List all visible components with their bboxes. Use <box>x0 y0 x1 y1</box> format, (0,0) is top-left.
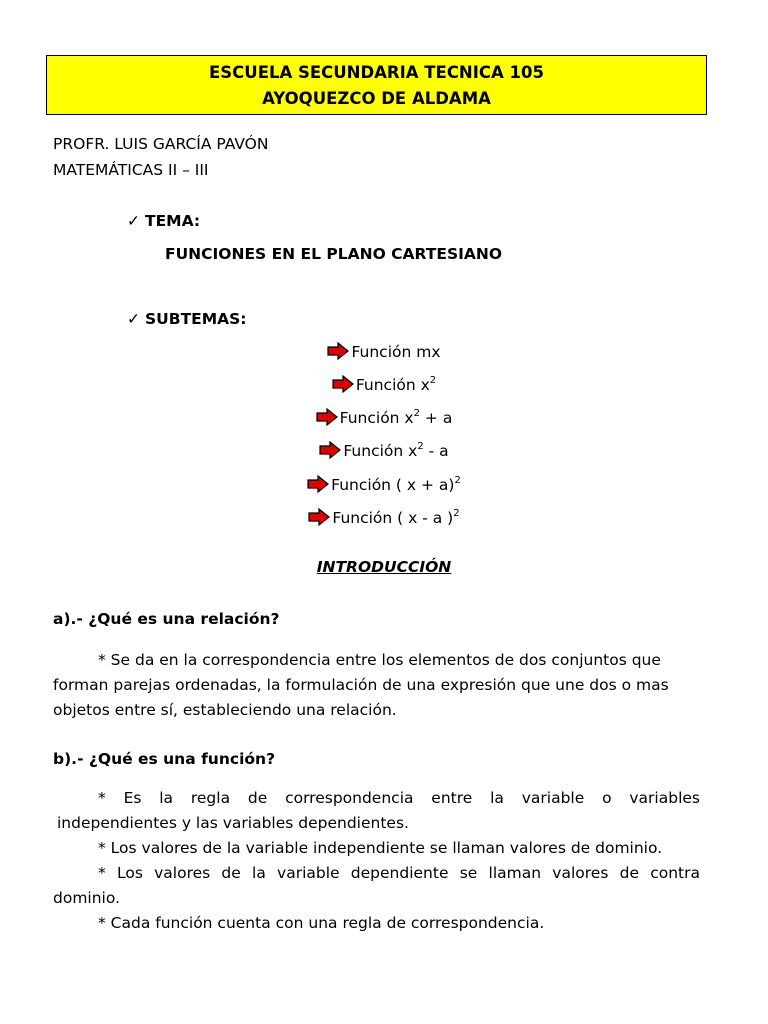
red-arrow-icon <box>316 408 338 426</box>
question-relation: a).- ¿Qué es una relación? <box>53 610 280 628</box>
introduction-title: INTRODUCCIÓN <box>316 558 452 576</box>
tema-label: TEMA: <box>145 212 201 230</box>
subtemas-label: SUBTEMAS: <box>145 310 247 328</box>
checkmark-icon: ✓ <box>127 212 140 230</box>
subtema-item: Función ( x + a)$^2$ <box>0 475 768 494</box>
school-name: ESCUELA SECUNDARIA TECNICA 105 <box>209 63 544 82</box>
tema-title: FUNCIONES EN EL PLANO CARTESIANO <box>165 245 503 263</box>
subtemas-heading <box>127 310 247 328</box>
subtema-item: Función $x^2$ - a <box>0 441 768 460</box>
subtema-item: Función $x^2$ <box>0 375 768 394</box>
school-location: AYOQUEZCO DE ALDAMA <box>262 89 491 108</box>
tema-heading <box>127 212 200 230</box>
teacher-name: PROFR. LUIS GARCÍA PAVÓN <box>53 135 269 153</box>
subtema-item: Función ( x - a )$^2$ <box>0 508 768 527</box>
checkmark-icon: ✓ <box>127 310 140 328</box>
relation-definition: * Se da en la correspondencia entre los elementos de dos conjuntos que forman parejas ordenadas, la formulación de una expresión que une dos o mas objetos entre sí, estableciendo una relación. <box>53 651 669 719</box>
subtema-item: Función mx <box>0 342 768 361</box>
red-arrow-icon <box>332 375 354 393</box>
subject-name: MATEMÁTICAS II – III <box>53 161 209 179</box>
function-definition: * Es la regla de correspondencia entre la variable o variables independientes y las variables dependientes. * Los valores de la variable independiente se llaman valores de dominio. * Los valores de la variable dependiente se llaman valores de contra dominio. * Cada función cuenta con una regla de correspondencia. <box>53 789 700 932</box>
red-arrow-icon <box>319 441 341 459</box>
question-function: b).- ¿Qué es una función? <box>53 750 276 768</box>
red-arrow-icon <box>308 508 330 526</box>
subtema-item: Función $x^2 + a$ <box>0 408 768 427</box>
red-arrow-icon <box>307 475 329 493</box>
school-header <box>46 55 707 115</box>
red-arrow-icon <box>327 342 349 360</box>
